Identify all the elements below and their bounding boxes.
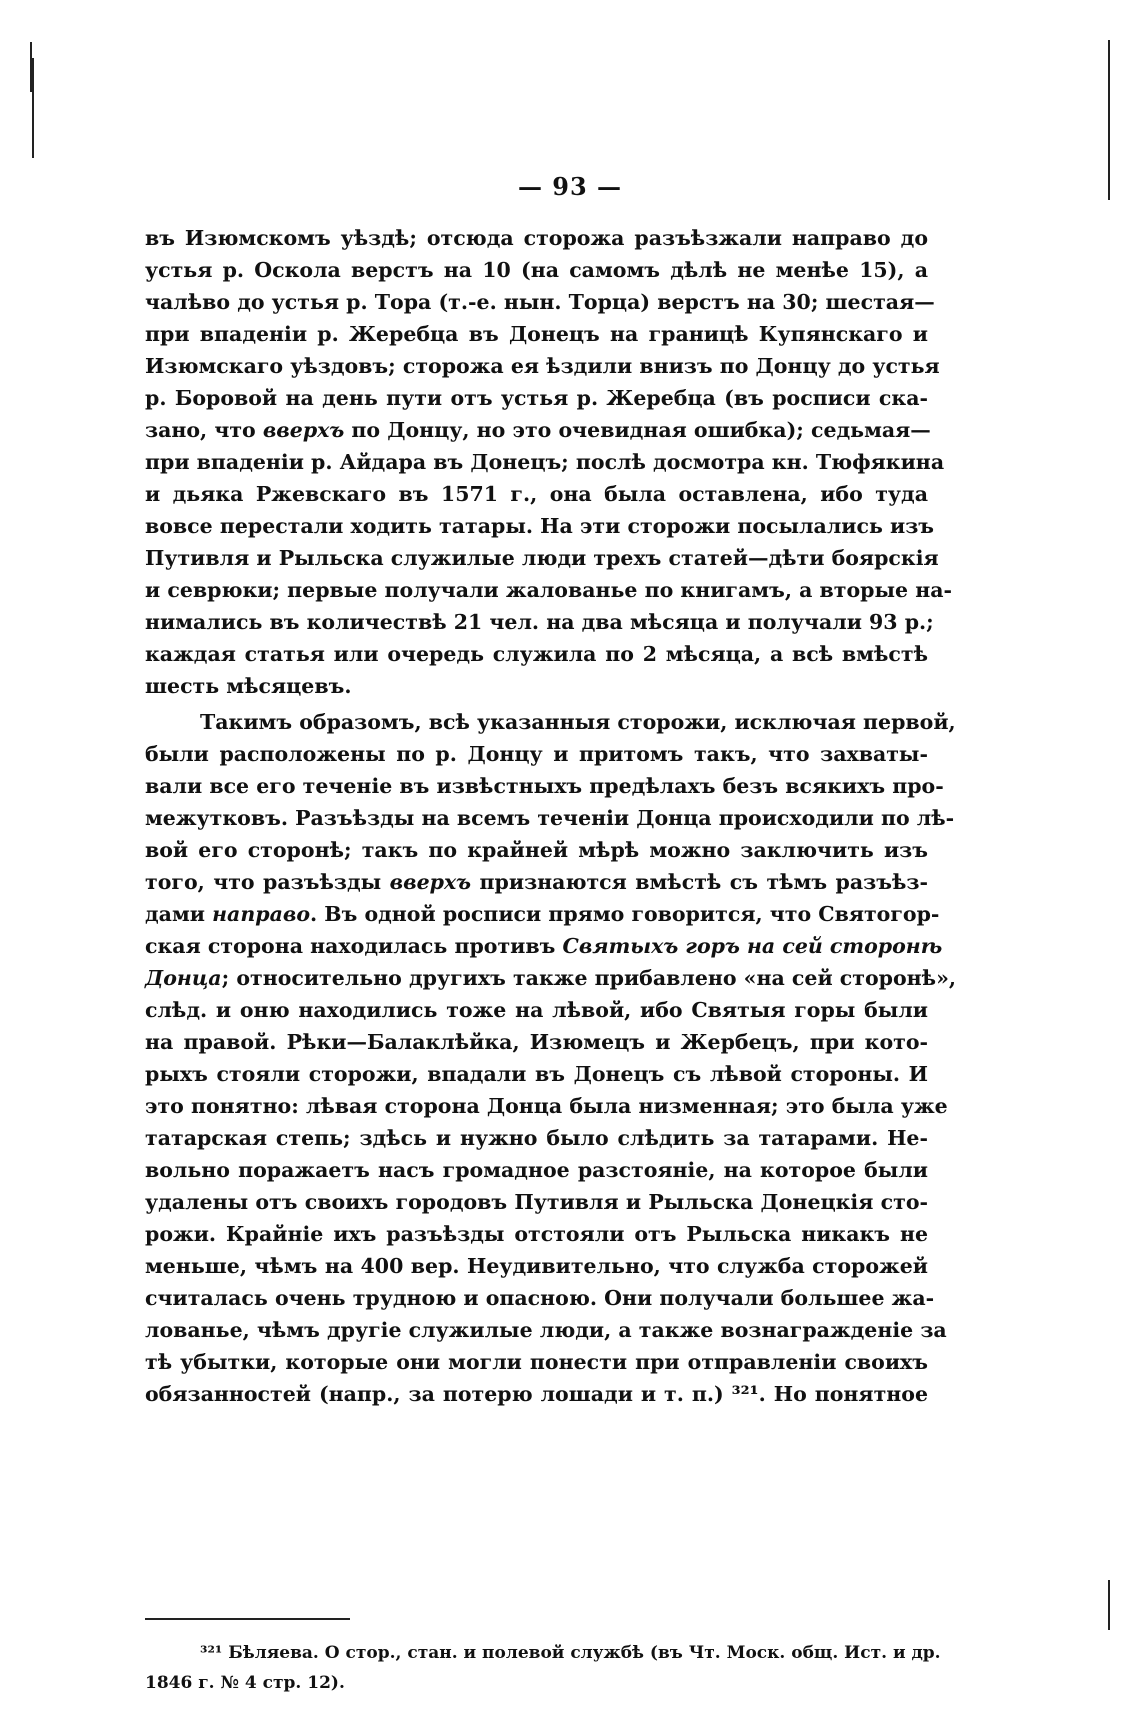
footnote-divider [145, 1618, 350, 1620]
text-line: на правой. Рѣки—Балаклѣйка, Изюмецъ и Жербецъ, при кото- [145, 1030, 928, 1054]
text-line: Путивля и Рыльска служилые люди трехъ статей—дѣти боярскія [145, 546, 939, 570]
text-line: Такимъ образомъ, всѣ указанныя сторожи, исключая первой, [200, 710, 956, 734]
text-line: шесть мѣсяцевъ. [145, 674, 352, 698]
text-line: вали все его теченіе въ извѣстныхъ предѣлахъ безъ всякихъ про- [145, 774, 944, 798]
text-line: дами направо. Въ одной росписи прямо говорится, что Святогор- [145, 902, 940, 926]
italic-emphasis: вверхъ [389, 870, 472, 894]
text-line: каждая статья или очередь служила по 2 мѣсяца, а всѣ вмѣстѣ [145, 642, 928, 666]
text-line: вольно поражаетъ насъ громадное разстояніе, на которое были [145, 1158, 928, 1182]
text-line: р. Боровой на день пути отъ устья р. Жеребца (въ росписи ска- [145, 386, 928, 410]
text-line: это понятно: лѣвая сторона Донца была низменная; это была уже [145, 1094, 948, 1118]
footnote-line: ³²¹ Бѣляева. О стор., стан. и полевой службѣ (въ Чт. Моск. общ. Ист. и др. [200, 1643, 941, 1663]
text-line: межутковъ. Разъѣзды на всемъ теченіи Донца происходили по лѣ- [145, 806, 955, 830]
text-line: чалѣво до устья р. Тора (т.-е. нын. Торца) верстъ на 30; шестая— [145, 290, 935, 314]
scan-edge-mark-right-bottom [1108, 1580, 1110, 1630]
text-line: ская сторона находилась противъ Святыхъ горъ на сей сторонѣ [145, 934, 943, 958]
italic-emphasis: направо [212, 902, 310, 926]
text-line: при впаденіи р. Жеребца въ Донецъ на границѣ Купянскаго и [145, 322, 928, 346]
text-line: рыхъ стояли сторожи, впадали въ Донецъ съ лѣвой стороны. И [145, 1062, 928, 1086]
text-line: вовсе перестали ходить татары. На эти сторожи посылались изъ [145, 514, 935, 538]
text-line: и дьяка Ржевскаго въ 1571 г., она была оставлена, ибо туда [145, 482, 928, 506]
text-line: татарская степь; здѣсь и нужно было слѣдить за татарами. Не- [145, 1126, 928, 1150]
text-line: при впаденіи р. Айдара въ Донецъ; послѣ досмотра кн. Тюфякина [145, 450, 945, 474]
text-line: въ Изюмскомъ уѣздѣ; отсюда сторожа разъѣзжали направо до [145, 226, 928, 250]
text-line: считалась очень трудною и опасною. Они получали большее жа- [145, 1286, 935, 1310]
italic-emphasis: вверхъ [262, 418, 345, 442]
text-line: устья р. Оскола верстъ на 10 (на самомъ дѣлѣ не менѣе 15), а [145, 258, 928, 282]
text-line: Изюмскаго уѣздовъ; сторожа ея ѣздили внизъ по Донцу до устья [145, 354, 940, 378]
text-line: слѣд. и оню находились тоже на лѣвой, ибо Святыя горы были [145, 998, 928, 1022]
text-line: Донца; относительно другихъ также прибавлено «на сей сторонѣ», [145, 966, 957, 990]
italic-emphasis: Донца [145, 966, 222, 990]
text-line: и севрюки; первые получали жалованье по книгамъ, а вторые на- [145, 578, 952, 602]
text-line: были расположены по р. Донцу и притомъ такъ, что захваты- [145, 742, 928, 766]
text-line: обязанностей (напр., за потерю лошади и т. п.) ³²¹. Но понятное [145, 1382, 928, 1406]
text-line: зано, что вверхъ по Донцу, но это очевидная ошибка); седьмая— [145, 418, 931, 442]
text-line: рожи. Крайніе ихъ разъѣзды отстояли отъ Рыльска никакъ не [145, 1222, 928, 1246]
scan-edge-mark-left [32, 58, 34, 158]
footnote-line: 1846 г. № 4 стр. 12). [145, 1673, 345, 1693]
text-line: лованье, чѣмъ другіе служилые люди, а также вознагражденіе за [145, 1318, 947, 1342]
text-line: тѣ убытки, которые они могли понести при отправленіи своихъ [145, 1350, 928, 1374]
italic-emphasis: Святыхъ горъ на сей сторонѣ [562, 934, 943, 958]
text-line: удалены отъ своихъ городовъ Путивля и Рыльска Донецкія сто- [145, 1190, 928, 1214]
page-number: — 93 — [517, 172, 623, 201]
text-line: нимались въ количествѣ 21 чел. на два мѣсяца и получали 93 р.; [145, 610, 934, 634]
text-line: того, что разъѣзды вверхъ признаются вмѣстѣ съ тѣмъ разъѣз- [145, 870, 928, 894]
text-line: вой его сторонѣ; такъ по крайней мѣрѣ можно заключить изъ [145, 838, 928, 862]
text-line: меньше, чѣмъ на 400 вер. Неудивительно, что служба сторожей [145, 1254, 928, 1278]
